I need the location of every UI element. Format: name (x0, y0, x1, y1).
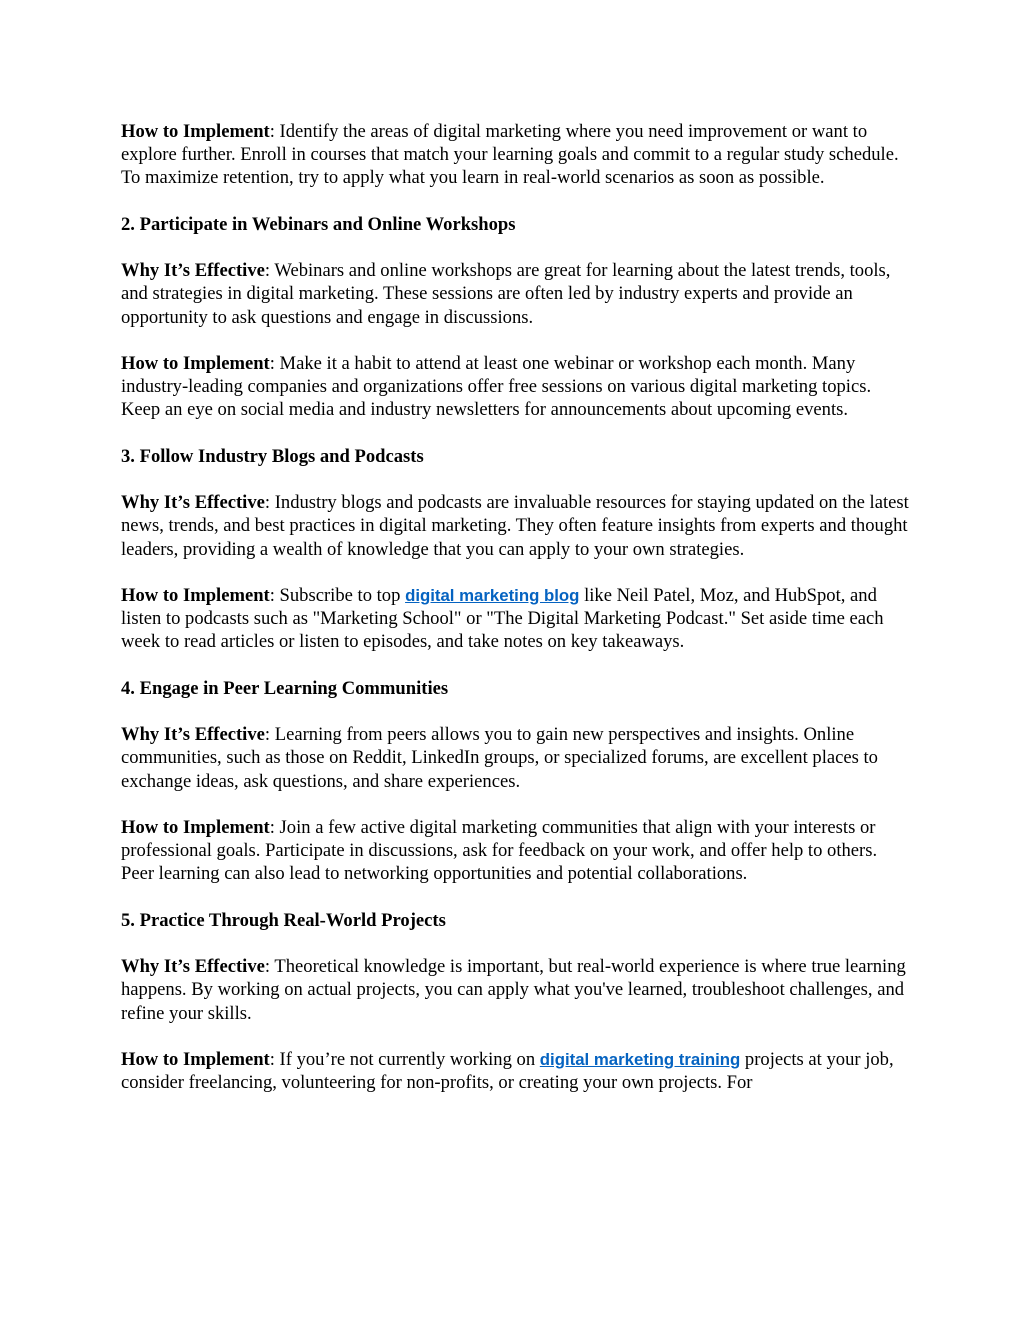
why-label: Why It’s Effective (121, 260, 265, 282)
why-text: : Webinars and online workshops are great for learning about the latest trends, tools, and strategies in digital marketing. These sessions are often led by industry experts and provide an opportunity to ask questions and engage in discussions. (121, 260, 891, 328)
section-heading-webinars: 2. Participate in Webinars and Online Workshops (121, 213, 516, 235)
how-paragraph (121, 352, 911, 422)
intro-how-paragraph (121, 120, 911, 190)
why-text: : Industry blogs and podcasts are invaluable resources for staying updated on the latest news, trends, and best practices in digital marketing. They often feature insights from experts and thought leaders, providing a wealth of knowledge that you can apply to your own strategies. (121, 492, 909, 560)
why-paragraph (121, 491, 911, 561)
how-paragraph (121, 816, 911, 886)
digital-marketing-training-link[interactable]: digital marketing training (539, 1049, 741, 1069)
why-paragraph (121, 955, 911, 1025)
why-label: Why It’s Effective (121, 956, 265, 978)
how-paragraph (121, 1048, 911, 1094)
why-text: : Theoretical knowledge is important, but real-world experience is where true learning happens. By working on actual projects, you can apply what you've learned, troubleshoot challenges, and refine your skills. (121, 956, 906, 1024)
why-paragraph (121, 723, 911, 793)
section-heading-blogs-podcasts: 3. Follow Industry Blogs and Podcasts (121, 445, 424, 467)
why-text: : Learning from peers allows you to gain new perspectives and insights. Online communities, such as those on Reddit, LinkedIn groups, or specialized forums, are excellent places to exchange ideas, ask questions, and share experiences. (121, 724, 878, 792)
how-text-before-link: : If you’re not currently working on (269, 1048, 540, 1070)
how-text-after-link: like Neil Patel, Moz, and HubSpot, and listen to podcasts such as "Marketing School" or "The Digital Marketing Podcast." Set aside time each week to read articles or listen to episodes, and take notes on key takeaways. (121, 584, 884, 653)
how-label: How to Implement (121, 1048, 270, 1070)
document-page (121, 120, 911, 1118)
why-paragraph (121, 259, 911, 329)
section-heading-peer-learning: 4. Engage in Peer Learning Communities (121, 677, 449, 699)
section-heading-real-world-projects: 5. Practice Through Real-World Projects (121, 909, 446, 931)
how-paragraph (121, 584, 911, 654)
how-text: : Make it a habit to attend at least one webinar or workshop each month. Many industry-leading companies and organizations offer free sessions on various digital marketing topics. Keep an eye on social media and industry newsletters for announcements about upcoming events. (121, 352, 872, 421)
how-text-before-link: : Subscribe to top (269, 584, 406, 606)
how-text: : Identify the areas of digital marketing where you need improvement or want to explore further. Enroll in courses that match your learning goals and commit to a regular study schedule. To maximize retention, try to apply what you learn in real-world scenarios as soon as possible. (121, 121, 899, 189)
how-text: : Join a few active digital marketing communities that align with your interests or professional goals. Participate in discussions, ask for feedback on your work, and offer help to others. Peer learning can also lead to networking opportunities and potential collaborations. (121, 816, 878, 885)
why-label: Why It’s Effective (121, 492, 265, 514)
how-label: How to Implement (121, 121, 270, 142)
why-label: Why It’s Effective (121, 724, 265, 746)
how-text-after-link: projects at your job, consider freelancing, volunteering for non-profits, or creating your own projects. For (121, 1048, 894, 1094)
how-label: How to Implement (121, 584, 270, 606)
how-label: How to Implement (121, 816, 270, 838)
digital-marketing-blog-link[interactable]: digital marketing blog (405, 585, 580, 605)
how-label: How to Implement (121, 352, 270, 374)
